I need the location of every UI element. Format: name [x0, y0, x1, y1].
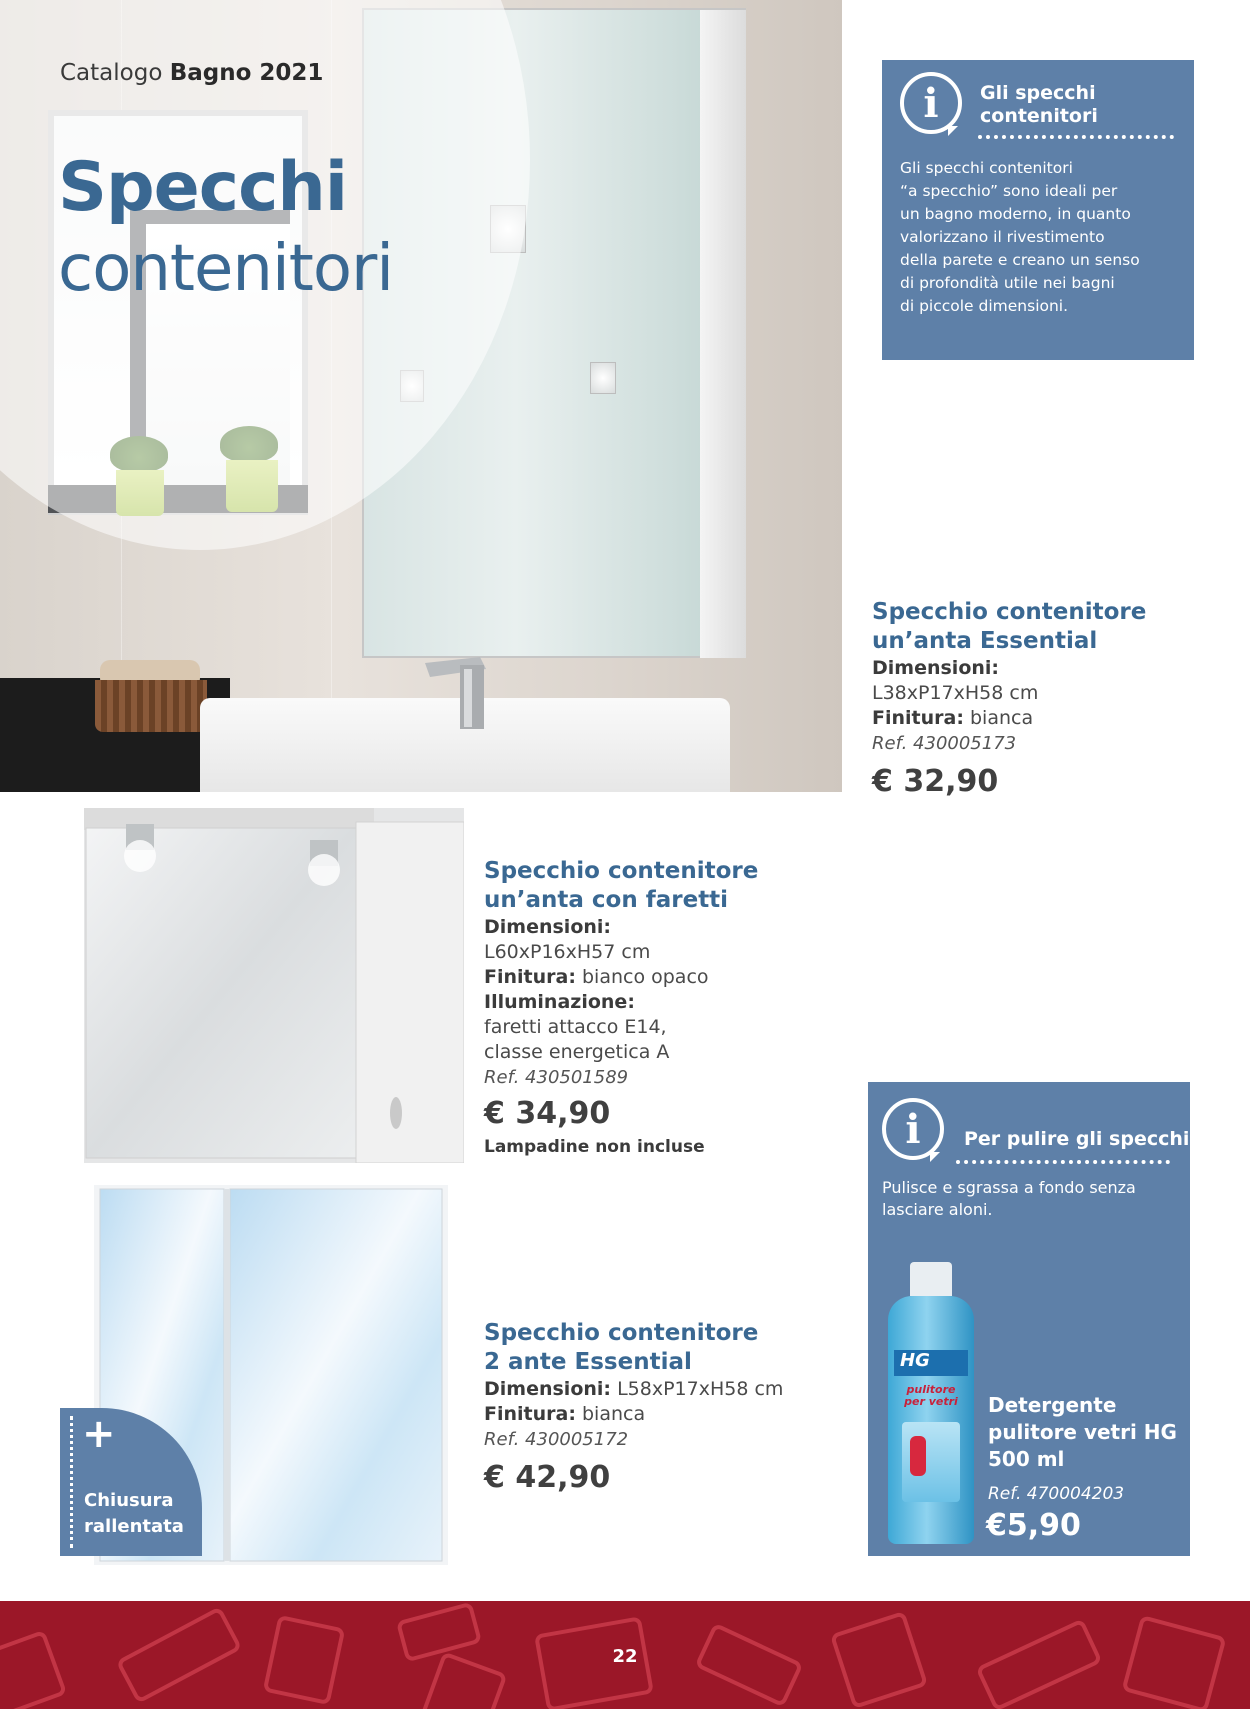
bottle-label-line2: per vetri	[904, 1395, 958, 1408]
info-icon-tail	[930, 1152, 940, 1162]
info-icon: i	[882, 1098, 944, 1160]
badge-text-line2: rallentata	[84, 1516, 184, 1537]
info-box-title: Per pulire gli specchi	[964, 1128, 1190, 1150]
bottle-label-line1: pulitore	[906, 1383, 956, 1396]
info-box-title-line2: contenitori	[980, 105, 1098, 127]
info-body-line: Pulisce e sgrassa a fondo senza	[882, 1178, 1136, 1197]
badge-text-line1: Chiusura	[84, 1490, 174, 1511]
product-title	[484, 1319, 804, 1377]
dimensions-value: L38xP17xH58 cm	[872, 682, 1039, 704]
bottle-illustration-figure	[910, 1436, 926, 1476]
product-price: € 32,90	[872, 764, 999, 799]
product-ref: Ref. 430005173	[872, 733, 1017, 754]
mirror-cabinet-side	[700, 10, 746, 658]
product-essential-1-anta	[872, 598, 1212, 799]
page-title-line2: contenitori	[58, 232, 394, 306]
info-body-line: “a specchio” sono ideali per	[900, 182, 1118, 200]
info-box-body	[900, 157, 1140, 318]
info-body-line: della parete e creano un senso	[900, 251, 1140, 269]
plus-icon: +	[82, 1411, 116, 1457]
product-note: Lampadine non incluse	[484, 1137, 705, 1157]
finish-value: bianco opaco	[581, 966, 709, 988]
dimensions-value: L58xP17xH58 cm	[617, 1378, 784, 1400]
product-ref: Ref. 430005172	[484, 1429, 629, 1450]
hero-photo	[0, 0, 842, 792]
product-con-faretti	[484, 857, 784, 1157]
page-number: 22	[612, 1646, 638, 1667]
info-box-title	[980, 82, 1098, 128]
mirror-cabinet-faretti-image	[84, 808, 464, 1163]
dotted-divider	[978, 135, 1174, 139]
hg-product-name-line1: Detergente	[988, 1393, 1117, 1417]
finish-label: Finitura:	[484, 966, 576, 988]
bottle-label	[898, 1384, 964, 1408]
product-2-ante-essential	[484, 1319, 804, 1495]
product-title	[484, 857, 784, 915]
badge-text	[84, 1488, 184, 1540]
finish-label: Finitura:	[872, 707, 964, 729]
badge-dotted-line	[70, 1416, 73, 1548]
product-title-line2: un’anta con faretti	[484, 887, 729, 913]
info-body-line: Gli specchi contenitori	[900, 159, 1073, 177]
info-box-pulire-specchi	[868, 1082, 1190, 1556]
info-body-line: lasciare aloni.	[882, 1200, 993, 1219]
page-title-line1: Specchi	[58, 148, 348, 227]
product-title	[872, 598, 1212, 656]
info-icon-tail	[948, 126, 958, 136]
bottle-brand: HG	[894, 1350, 968, 1376]
info-body-line: valorizzano il rivestimento	[900, 228, 1105, 246]
basket	[95, 680, 207, 732]
dimensions-label: Dimensioni:	[484, 1378, 612, 1400]
bottle-body	[888, 1296, 974, 1544]
info-body-line: un bagno moderno, in quanto	[900, 205, 1131, 223]
bottle-cap	[910, 1262, 952, 1296]
dimensions-label: Dimensioni:	[872, 657, 1000, 679]
info-box-specchi	[882, 60, 1194, 360]
product-title-line2: un’anta Essential	[872, 628, 1098, 654]
dimensions-label: Dimensioni:	[484, 916, 612, 938]
info-body-line: di profondità utile nei bagni	[900, 274, 1115, 292]
catalog-name: Bagno 2021	[169, 60, 324, 86]
product-title-line1: Specchio contenitore	[484, 858, 759, 884]
hg-product-name-line2: pulitore vetri HG	[988, 1420, 1177, 1444]
product-price: € 42,90	[484, 1460, 611, 1495]
info-icon: i	[900, 72, 962, 134]
product-price: € 34,90	[484, 1096, 611, 1131]
dimensions-value: L60xP16xH57 cm	[484, 941, 651, 963]
lighting-value-line2: classe energetica A	[484, 1041, 670, 1063]
hg-product-price: €5,90	[986, 1508, 1081, 1543]
product-ref: Ref. 430501589	[484, 1067, 629, 1088]
catalog-label	[60, 60, 323, 86]
hg-product-name	[988, 1392, 1177, 1473]
info-box-title-line1: Gli specchi	[980, 82, 1096, 104]
dotted-divider	[956, 1160, 1170, 1164]
product-title-line1: Specchio contenitore	[872, 599, 1147, 625]
finish-value: bianca	[969, 707, 1034, 729]
hg-product-name-line3: 500 ml	[988, 1447, 1065, 1471]
hg-bottle-image	[888, 1262, 974, 1544]
lighting-value-line1: faretti attacco E14,	[484, 1016, 667, 1038]
finish-value: bianca	[581, 1403, 646, 1425]
product-title-line2: 2 ante Essential	[484, 1349, 692, 1375]
finish-label: Finitura:	[484, 1403, 576, 1425]
faucet-icon	[420, 655, 502, 735]
info-box-body	[882, 1177, 1136, 1221]
info-body-line: di piccole dimensioni.	[900, 297, 1069, 315]
hg-product-ref: Ref. 470004203	[988, 1484, 1125, 1504]
product-title-line1: Specchio contenitore	[484, 1320, 759, 1346]
lighting-label: Illuminazione:	[484, 991, 635, 1013]
cabinet-light-reflection	[590, 362, 616, 394]
catalog-prefix: Catalogo	[60, 60, 163, 86]
tool-pattern-icon	[0, 1630, 67, 1709]
